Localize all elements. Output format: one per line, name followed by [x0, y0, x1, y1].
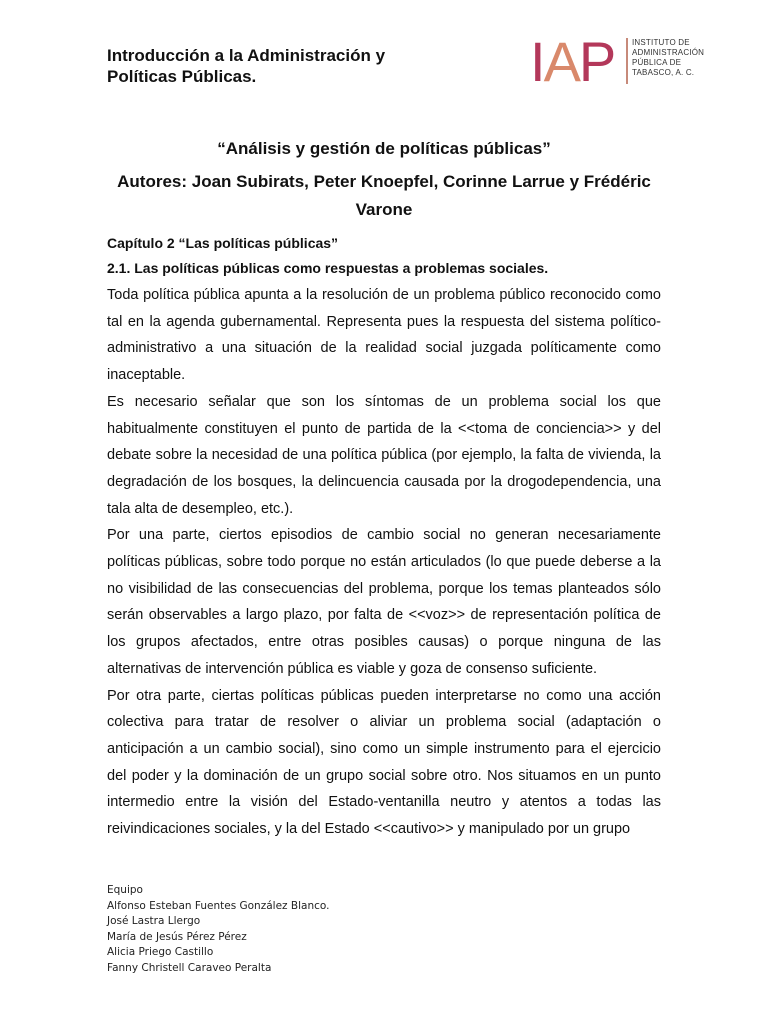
logo-institute-name	[632, 38, 704, 78]
course-title-line-2: Políticas Públicas.	[107, 67, 257, 86]
paragraph: Por una parte, ciertos episodios de cambio social no generan necesariamente políticas públicas, sobre todo porque no están articulados (lo que puede deberse a la no visibilidad de las consecuencias del problema, porque los temas planteados sólo serán observables a largo plazo, por falta de <<voz>> de representación política de los grupos afectados, entre otras posibles causas) o porque ninguna de las alternativas de intervención pública es viable y goza de consenso suficiente.	[107, 527, 661, 677]
logo-text-line: PÚBLICA DE	[632, 58, 682, 67]
team-member: José Lastra Llergo	[107, 915, 201, 928]
logo-text-line: ADMINISTRACIÓN	[632, 48, 705, 57]
logo-letter-a: A	[543, 30, 579, 93]
team-member: Alicia Priego Castillo	[107, 946, 214, 959]
logo-text-line: TABASCO, A. C.	[632, 68, 695, 77]
paragraph: Es necesario señalar que son los síntomas de un problema social los que habitualmente constituyen el punto de partida de la <<toma de conciencia>> y del debate sobre la necesidad de una política pública (por ejemplo, la falta de vivienda, la degradación de los bosques, la delincuencia causada por la drogodependencia, una tala alta de desempleo, etc.).	[107, 393, 661, 517]
logo-letters	[530, 30, 615, 93]
course-title-line-1: Introducción a la Administración y	[107, 46, 386, 65]
team-member: Alfonso Esteban Fuentes González Blanco.	[107, 899, 330, 912]
logo-text-line: INSTITUTO DE	[632, 38, 690, 47]
body-text	[107, 282, 661, 843]
logo-divider	[626, 38, 628, 84]
team-footer	[107, 883, 329, 977]
logo-letter-p: P	[578, 30, 615, 93]
paragraph: Toda política pública apunta a la resolución de un problema público reconocido como tal en la agenda gubernamental. Representa pues la respuesta del sistema político-administrativo a una situación de la realidad social juzgada políticamente como inaceptable.	[107, 287, 661, 384]
section-heading: 2.1. Las políticas públicas como respuestas a problemas sociales.	[107, 260, 549, 276]
document-authors: Autores: Joan Subirats, Peter Knoepfel, Corinne Larrue y Frédéric Varone	[117, 172, 651, 219]
document-title: “Análisis y gestión de políticas públicas”	[217, 139, 551, 158]
course-title	[107, 45, 385, 87]
team-member: María de Jesús Pérez Pérez	[107, 930, 247, 943]
paragraph: Por otra parte, ciertas políticas públicas pueden interpretarse no como una acción colectiva para tratar de resolver o aliviar un problema social (adaptación o anticipación a un cambio social), sino como un simple instrumento para el ejercicio del poder y la dominación de un grupo social sobre otro. Nos situamos en un punto intermedio entre la visión del Estado-ventanilla neutro y atentos a todas las reivindicaciones sociales, y la del Estado <<cautivo>> y manipulado por un grupo	[107, 687, 661, 838]
team-label: Equipo	[107, 884, 143, 896]
iap-logo	[530, 30, 720, 93]
logo-letter-i: I	[530, 30, 544, 93]
team-member: Fanny Christell Caraveo Peralta	[107, 961, 272, 974]
chapter-heading: Capítulo 2 “Las políticas públicas”	[107, 235, 339, 251]
